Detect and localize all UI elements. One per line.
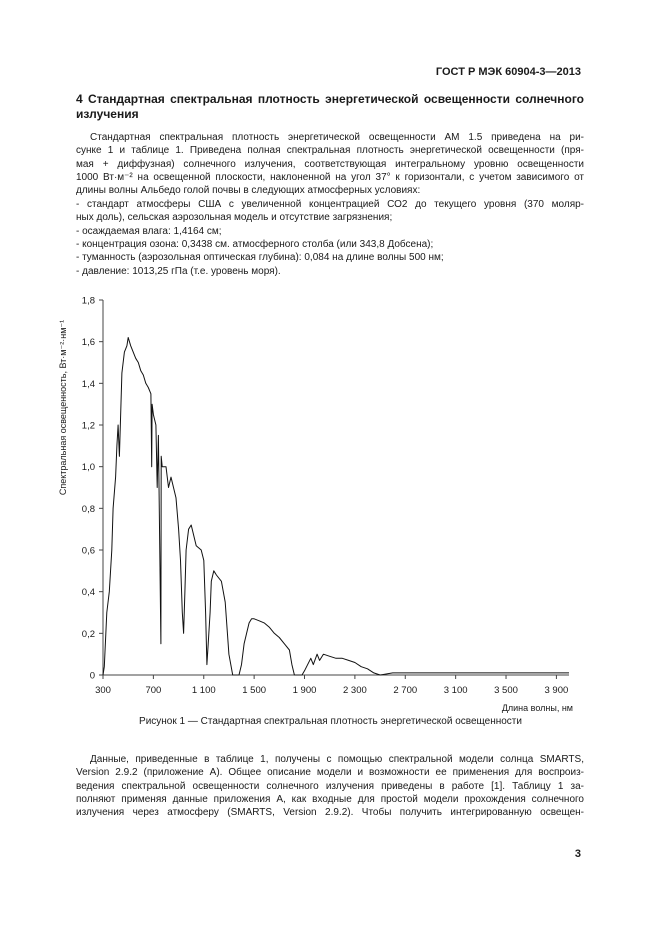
closing-line: излучения через атмосферу (SMARTS, Version 2.9.2). Чтобы получить интегрированную освещен- bbox=[76, 807, 584, 819]
condition-line: - туманность (аэрозольная оптическая глубина): 0,084 на длине волны 500 нм; bbox=[76, 252, 444, 264]
page-number: 3 bbox=[574, 848, 581, 860]
y-axis-label: Спектральная освещенность, Вт·м⁻²·нм⁻¹ bbox=[58, 319, 68, 496]
closing-line: полняют применяя данные приложения А, как входные для простой модели прохождения солнечного bbox=[76, 793, 584, 805]
y-tick-label: 1,4 bbox=[81, 378, 95, 390]
x-tick-label: 1 100 bbox=[191, 685, 216, 696]
condition-line: - стандарт атмосферы США с увеличенной концентрацией СО2 до текущего уровня (370 моляр- bbox=[76, 199, 584, 210]
y-tick-label: 1,6 bbox=[81, 337, 95, 349]
y-tick-label: 0,4 bbox=[81, 587, 95, 599]
x-axis-label: Длина волны, нм bbox=[501, 703, 573, 713]
intro-line: сунке 1 и таблице 1. Приведена полная спектральная плотность энергетической освещенности (пря- bbox=[76, 145, 584, 157]
intro-line: Стандартная спектральная плотность энергетической освещенности АМ 1.5 приведена на ри- bbox=[90, 132, 584, 143]
standard-designation: ГОСТ Р МЭК 60904-3—2013 bbox=[435, 66, 581, 78]
condition-line: ных доль), сельская аэрозольная модель и отсутствие загрязнения; bbox=[76, 212, 393, 224]
y-tick-label: 1,0 bbox=[81, 462, 95, 474]
intro-line: длины волны Альбедо голой почвы в следующих атмосферных условиях: bbox=[76, 185, 421, 197]
x-tick-label: 1 900 bbox=[292, 685, 317, 696]
intro-line: мая + диффузная) солнечного излучения, соответствующая интегральному уровню освещенности bbox=[76, 158, 584, 170]
y-tick-label: 0,2 bbox=[81, 628, 95, 640]
x-tick-label: 3 500 bbox=[494, 685, 518, 696]
x-tick-label: 2 700 bbox=[393, 685, 418, 696]
y-tick-label: 0,8 bbox=[81, 503, 95, 515]
figure-caption: Рисунок 1 — Стандартная спектральная плотность энергетической освещенности bbox=[139, 716, 522, 727]
x-tick-label: 700 bbox=[145, 685, 162, 696]
y-tick-label: 0,6 bbox=[81, 545, 95, 557]
x-tick-label: 3 100 bbox=[443, 685, 468, 696]
condition-line: - концентрация озона: 0,3438 см. атмосферного столба (или 343,8 Добсена); bbox=[76, 238, 434, 250]
x-tick-label: 3 900 bbox=[544, 685, 569, 696]
closing-line: Данные, приведенные в таблице 1, получены с помощью спектральной модели солнца SMARTS, bbox=[90, 754, 584, 765]
intro-line: 1000 Вт·м⁻² на освещенной плоскости, наклоненной на угол 37° к горизонтали, с учетом зависимого от bbox=[76, 171, 584, 183]
y-tick-label: 0 bbox=[89, 670, 95, 682]
section-heading: 4 Стандартная спектральная плотность энергетической освещенности солнечного излучения bbox=[76, 92, 584, 121]
condition-line: - давление: 1013,25 гПа (т.е. уровень моря). bbox=[76, 265, 281, 277]
closing-line: Version 2.9.2 (приложение А). Общее описание модели и возможности ее применения для воспроиз- bbox=[76, 767, 584, 779]
x-tick-label: 2 300 bbox=[343, 685, 367, 696]
y-tick-label: 1,8 bbox=[81, 295, 95, 307]
y-tick-label: 1,2 bbox=[81, 420, 95, 432]
closing-line: ведения спектральной освещенности солнечного излучения приведены в работе [1]. Таблицу 1 за- bbox=[76, 780, 584, 792]
x-tick-label: 1 500 bbox=[242, 685, 267, 696]
spectrum-line bbox=[103, 338, 569, 676]
x-tick-label: 300 bbox=[95, 685, 111, 696]
condition-line: - осаждаемая влага: 1,4164 см; bbox=[76, 225, 222, 237]
